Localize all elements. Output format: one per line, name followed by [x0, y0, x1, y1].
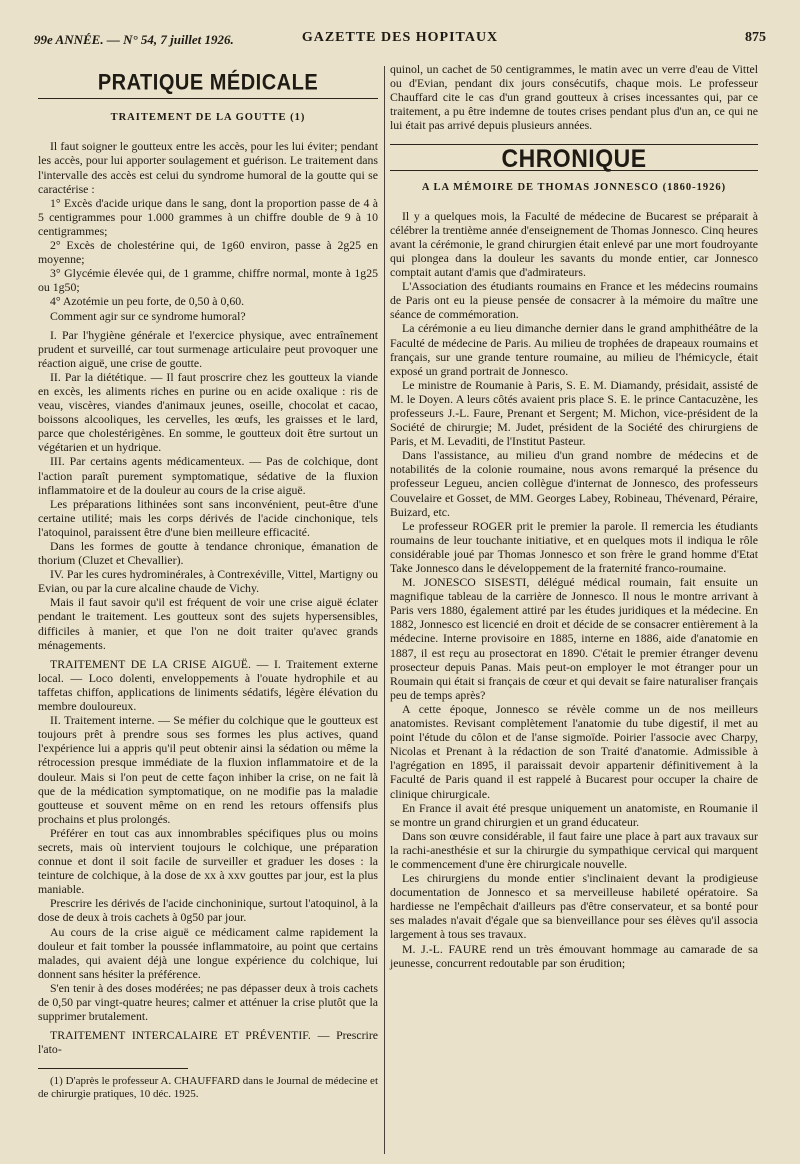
- paragraph: Dans les formes de goutte à tendance chronique, émanation de thorium (Cluzet et Chevallier).: [38, 539, 378, 568]
- paragraph: Dans son œuvre considérable, il faut faire une place à part aux travaux sur la rachi-anesthésie et sur la chirurgie du sympathique cervical qui marquent le commencement d'une ère chirurgicale nouvelle.: [390, 828, 758, 871]
- paragraph: S'en tenir à des doses modérées; ne pas dépasser deux à trois cachets de 0,50 par vingt-quatre heures; calmer et atténuer la crise plutôt que la supprimer brutalement.: [38, 980, 378, 1024]
- paragraph: M. JONESCO SISESTI, délégué médical roumain, fait ensuite un magnifique tableau de la carrière de Jonnesco. Il nous le montre arrivant à Paris vers 1880, également attiré par les études juridiques et la médecine. En 1882, Jonnesco est licencié en droit et décide de se consacrer entièrement à la médecine. Interne provisoire en 1885, interne en 1886, aide d'anatomie en 1887, il est reçu au prosectorat en 1890. C'était le premier étranger devenu prosecteur depuis Panas. Mais peut-on employer le mot étranger pour un Roumain qui était si français de cœur et qui devait se faire naturaliser français peu de temps après?: [390, 575, 758, 702]
- paragraph: I. Par l'hygiène générale et l'exercice physique, avec entraînement prudent et surveillé, car tout surmenage articulaire peut provoquer une réaction aiguë, une crise de goutte.: [38, 327, 378, 370]
- left-column: [38, 62, 378, 1101]
- paragraph: L'Association des étudiants roumains en France et les médecins roumains de Paris ont eu la pieuse pensée de consacrer à la mémoire du maître une séance de commémoration.: [390, 279, 758, 322]
- paragraph: TRAITEMENT DE LA CRISE AIGUË. — I. Traitement externe local. — Loco dolenti, enveloppements à l'ouate hydrophile et au taffetas chiffon, applications de liniments sédatifs, légère élévation du membre douloureux.: [38, 656, 378, 714]
- paragraph: 3° Glycémie élevée qui, de 1 gramme, chiffre normal, monte à 1g25 ou 1g50;: [38, 266, 378, 295]
- paragraph: Les chirurgiens du monde entier s'inclinaient devant la prodigieuse documentation de Jonnesco et sa merveilleuse habileté opératoire. Sa hardiesse ne l'empêchait d'ailleurs pas d'être conservateur, et sa bonté pour ses malades n'avait d'égale que sa bienveillance pour ses élèves qu'il associa largement à tous ses travaux.: [390, 871, 758, 942]
- article-title-jonnesco: A LA MÉMOIRE DE THOMAS JONNESCO (1860-1926): [421, 181, 727, 193]
- article-title-goutte: TRAITEMENT DE LA GOUTTE (1): [110, 112, 306, 124]
- section-heading-pratique-medicale: PRATIQUE MÉDICALE: [97, 70, 319, 96]
- issue-info: 99e ANNÉE. — N° 54, 7 juillet 1926.: [34, 32, 234, 47]
- paragraph: Mais il faut savoir qu'il est fréquent de voir une crise aiguë éclater pendant le traitement. Les goutteux sont des sujets hypersensibles, difficiles à manier, et que l'on ne doit traiter qu'avec grands ménagements.: [38, 595, 378, 652]
- journal-title: GAZETTE DES HOPITAUX: [301, 30, 499, 45]
- section-heading-box: [390, 144, 758, 173]
- paragraph: Préférer en tout cas aux innombrables spécifiques plus ou moins secrets, mais où intervient toujours le colchique, une préparation connue et dont il soit facile de surveiller et graduer les doses : la teinture de colchique, à la dose de xx à xxv gouttes par jour, est la plus maniable.: [38, 825, 378, 897]
- paragraph: III. Par certains agents médicamenteux. — Pas de colchique, dont l'action paraît purement symptomatique, sédative de la fluxion inflammatoire et de la douleur au cours de la crise aiguë.: [38, 454, 378, 497]
- paragraph: quinol, un cachet de 50 centigrammes, le matin avec un verre d'eau de Vittel ou d'Evian, pendant dix jours consécutifs, chaque mois. Le professeur Chauffard cite le cas d'un grand goutteux à crises incessantes qui, par ce traitement, a pu être indemne de toutes crises pendant plus d'un an, ce qui ne lui était pas arrivé depuis plusieurs années.: [390, 62, 758, 133]
- paragraph: Les préparations lithinées sont sans inconvénient, peut-être d'une certaine utilité; mais les corps dérivés de l'acide cinchonique, tels l'atoquinol, paraissent être d'une bien meilleure efficacité.: [38, 496, 378, 539]
- paragraph: La cérémonie a eu lieu dimanche dernier dans le grand amphithéâtre de la Faculté de médecine de Paris. Au milieu de trophées de drapeaux roumains et français, sur une grande tenture roumaine, au milieu de l'hémicycle, était exposé un grand portrait de Jonnesco.: [390, 321, 758, 378]
- paragraph: Le ministre de Roumanie à Paris, S. E. M. Diamandy, présidait, assisté de M. le Doyen. A leurs côtés avaient pris place S. E. le prince Cantacuzène, les professeurs J.-L. Faure, Prenant et Sergent; M. Michon, vice-président de la Société de chirurgie; M. Judet, président de la Société des chirurgiens de Paris, et M. Levaditi, de l'Institut Pasteur.: [390, 377, 758, 449]
- paragraph: Prescrire les dérivés de l'acide cinchoninique, surtout l'atoquinol, à la dose de deux à trois cachets à 0g50 par jour.: [38, 896, 378, 925]
- page-header: [34, 28, 766, 52]
- paragraph: Le professeur ROGER prit le premier la parole. Il remercia les étudiants roumains de leur touchante initiative, et en quelques mots il indiqua le rôle considérable joué par Thomas Jonnesco et son frère le grand homme d'Etat Take Jonnesco dans le développement de la fraternité franco-roumaine.: [390, 518, 758, 575]
- section-rule: [38, 98, 378, 99]
- paragraph: II. Par la diététique. — Il faut proscrire chez les goutteux la viande en excès, les aliments riches en purine ou en acide oxalique : ris de veau, viscères, viandes d'animaux jeunes, oseille, chocolat et cacao, boissons alcooliques, les cervelles, les œufs, les graisses et le lard, parce que cholestérigènes. En somme, le goutteux doit être surtout un végétarien et un hydrique.: [38, 369, 378, 455]
- paragraph: Il faut soigner le goutteux entre les accès, pour les lui éviter; pendant les accès, pour lui apporter soulagement et guérison. Le traitement dans l'intervalle des accès est celui du syndrome humoral de la goutte qui se caractérise :: [38, 139, 378, 196]
- paragraph: 4° Azotémie un peu forte, de 0,50 à 0,60.: [50, 294, 245, 309]
- paragraph: 1° Excès d'acide urique dans le sang, dont la proportion passe de 4 à 5 centigrammes pour 1.000 grammes à un chiffre double de 9 à 10 centigrammes;: [38, 195, 378, 238]
- paragraph: Dans l'assistance, au milieu d'un grand nombre de médecins et de notabilités de la colonie roumaine, nous avons remarqué la présence du professeur Legueu, ancien collègue d'internat de Jonnesco, des professeurs Couvelaire et Gosset, de MM. Georges Labey, Robineau, Thévenard, Péraire, Buizard, etc.: [390, 448, 758, 519]
- paragraph: Il y a quelques mois, la Faculté de médecine de Bucarest se préparait à célébrer la trentième année d'enseignement de Thomas Jonnesco. Cinq heures avant la cérémonie, le grand chirurgien était enlevé par une mort foudroyante qui plongea dans la douleur les savants du monde entier, car Jonnesco comptait autant d'amis que d'admirateurs.: [390, 208, 758, 280]
- section-heading-chronique: CHRONIQUE: [501, 144, 647, 173]
- paragraph: II. Traitement interne. — Se méfier du colchique que le goutteux est toujours prêt à prendre sous ses formes les plus actives, quand l'expérience lui a appris qu'il peut obtenir ainsi la sédation ou même la rétrocession presque immédiate de la fluxion inflammatoire et de la douleur. Mais si l'on peut de cette façon inhiber la crise, on ne fait là que de la médication symptomatique, on ne modifie pas la maladie goutteuse et souvent même on en rend les retours offensifs plus prochains et plus prolongés.: [38, 713, 378, 826]
- paragraph: IV. Par les cures hydrominérales, à Contrexéville, Vittel, Martigny ou Evian, ou par la cure alcaline chaude de Vichy.: [38, 567, 378, 596]
- paragraph: Comment agir sur ce syndrome humoral?: [50, 308, 246, 323]
- column-divider: [384, 66, 385, 1154]
- footnote-rule: [38, 1068, 188, 1069]
- right-column: [390, 62, 758, 970]
- paragraph: M. J.-L. FAURE rend un très émouvant hommage au camarade de sa jeunesse, concurrent redoutable par son érudition;: [390, 941, 758, 970]
- paragraph: TRAITEMENT INTERCALAIRE ET PRÉVENTIF. — Prescrire l'ato-: [38, 1028, 378, 1057]
- page-number: 875: [745, 30, 766, 45]
- paragraph: En France il avait été presque uniquement un anatomiste, en Roumanie il se montre un grand chirurgien et un grand éducateur.: [390, 800, 758, 829]
- paragraph: A cette époque, Jonnesco se révèle comme un de nos meilleurs anatomistes. Revisant complètement l'anatomie du tube digestif, il met au point l'étude du côlon et de l'anse sigmoïde. Poirier l'associe avec Charpy, Nicolas et Prenant à la rédaction de son Traité d'anatomie. Admissible à l'agrégation en 1895, il paraissait devoir appartenir définitivement à la Faculté de Paris quand il est rappelé à Bucarest pour occuper la chaire de clinique chirurgicale.: [390, 701, 758, 801]
- footnote: (1) D'après le professeur A. CHAUFFARD dans le Journal de médecine et de chirurgie pratiques, 10 déc. 1925.: [38, 1075, 378, 1101]
- paragraph: Au cours de la crise aiguë ce médicament calme rapidement la douleur et fait tomber la poussée inflammatoire, au point que certains malades, qui avaient déjà une longue expérience du colchique, lui donnent sans hésiter la préférence.: [38, 924, 378, 981]
- paragraph: 2° Excès de cholestérine qui, de 1g60 environ, passe à 2g25 en moyenne;: [38, 238, 378, 267]
